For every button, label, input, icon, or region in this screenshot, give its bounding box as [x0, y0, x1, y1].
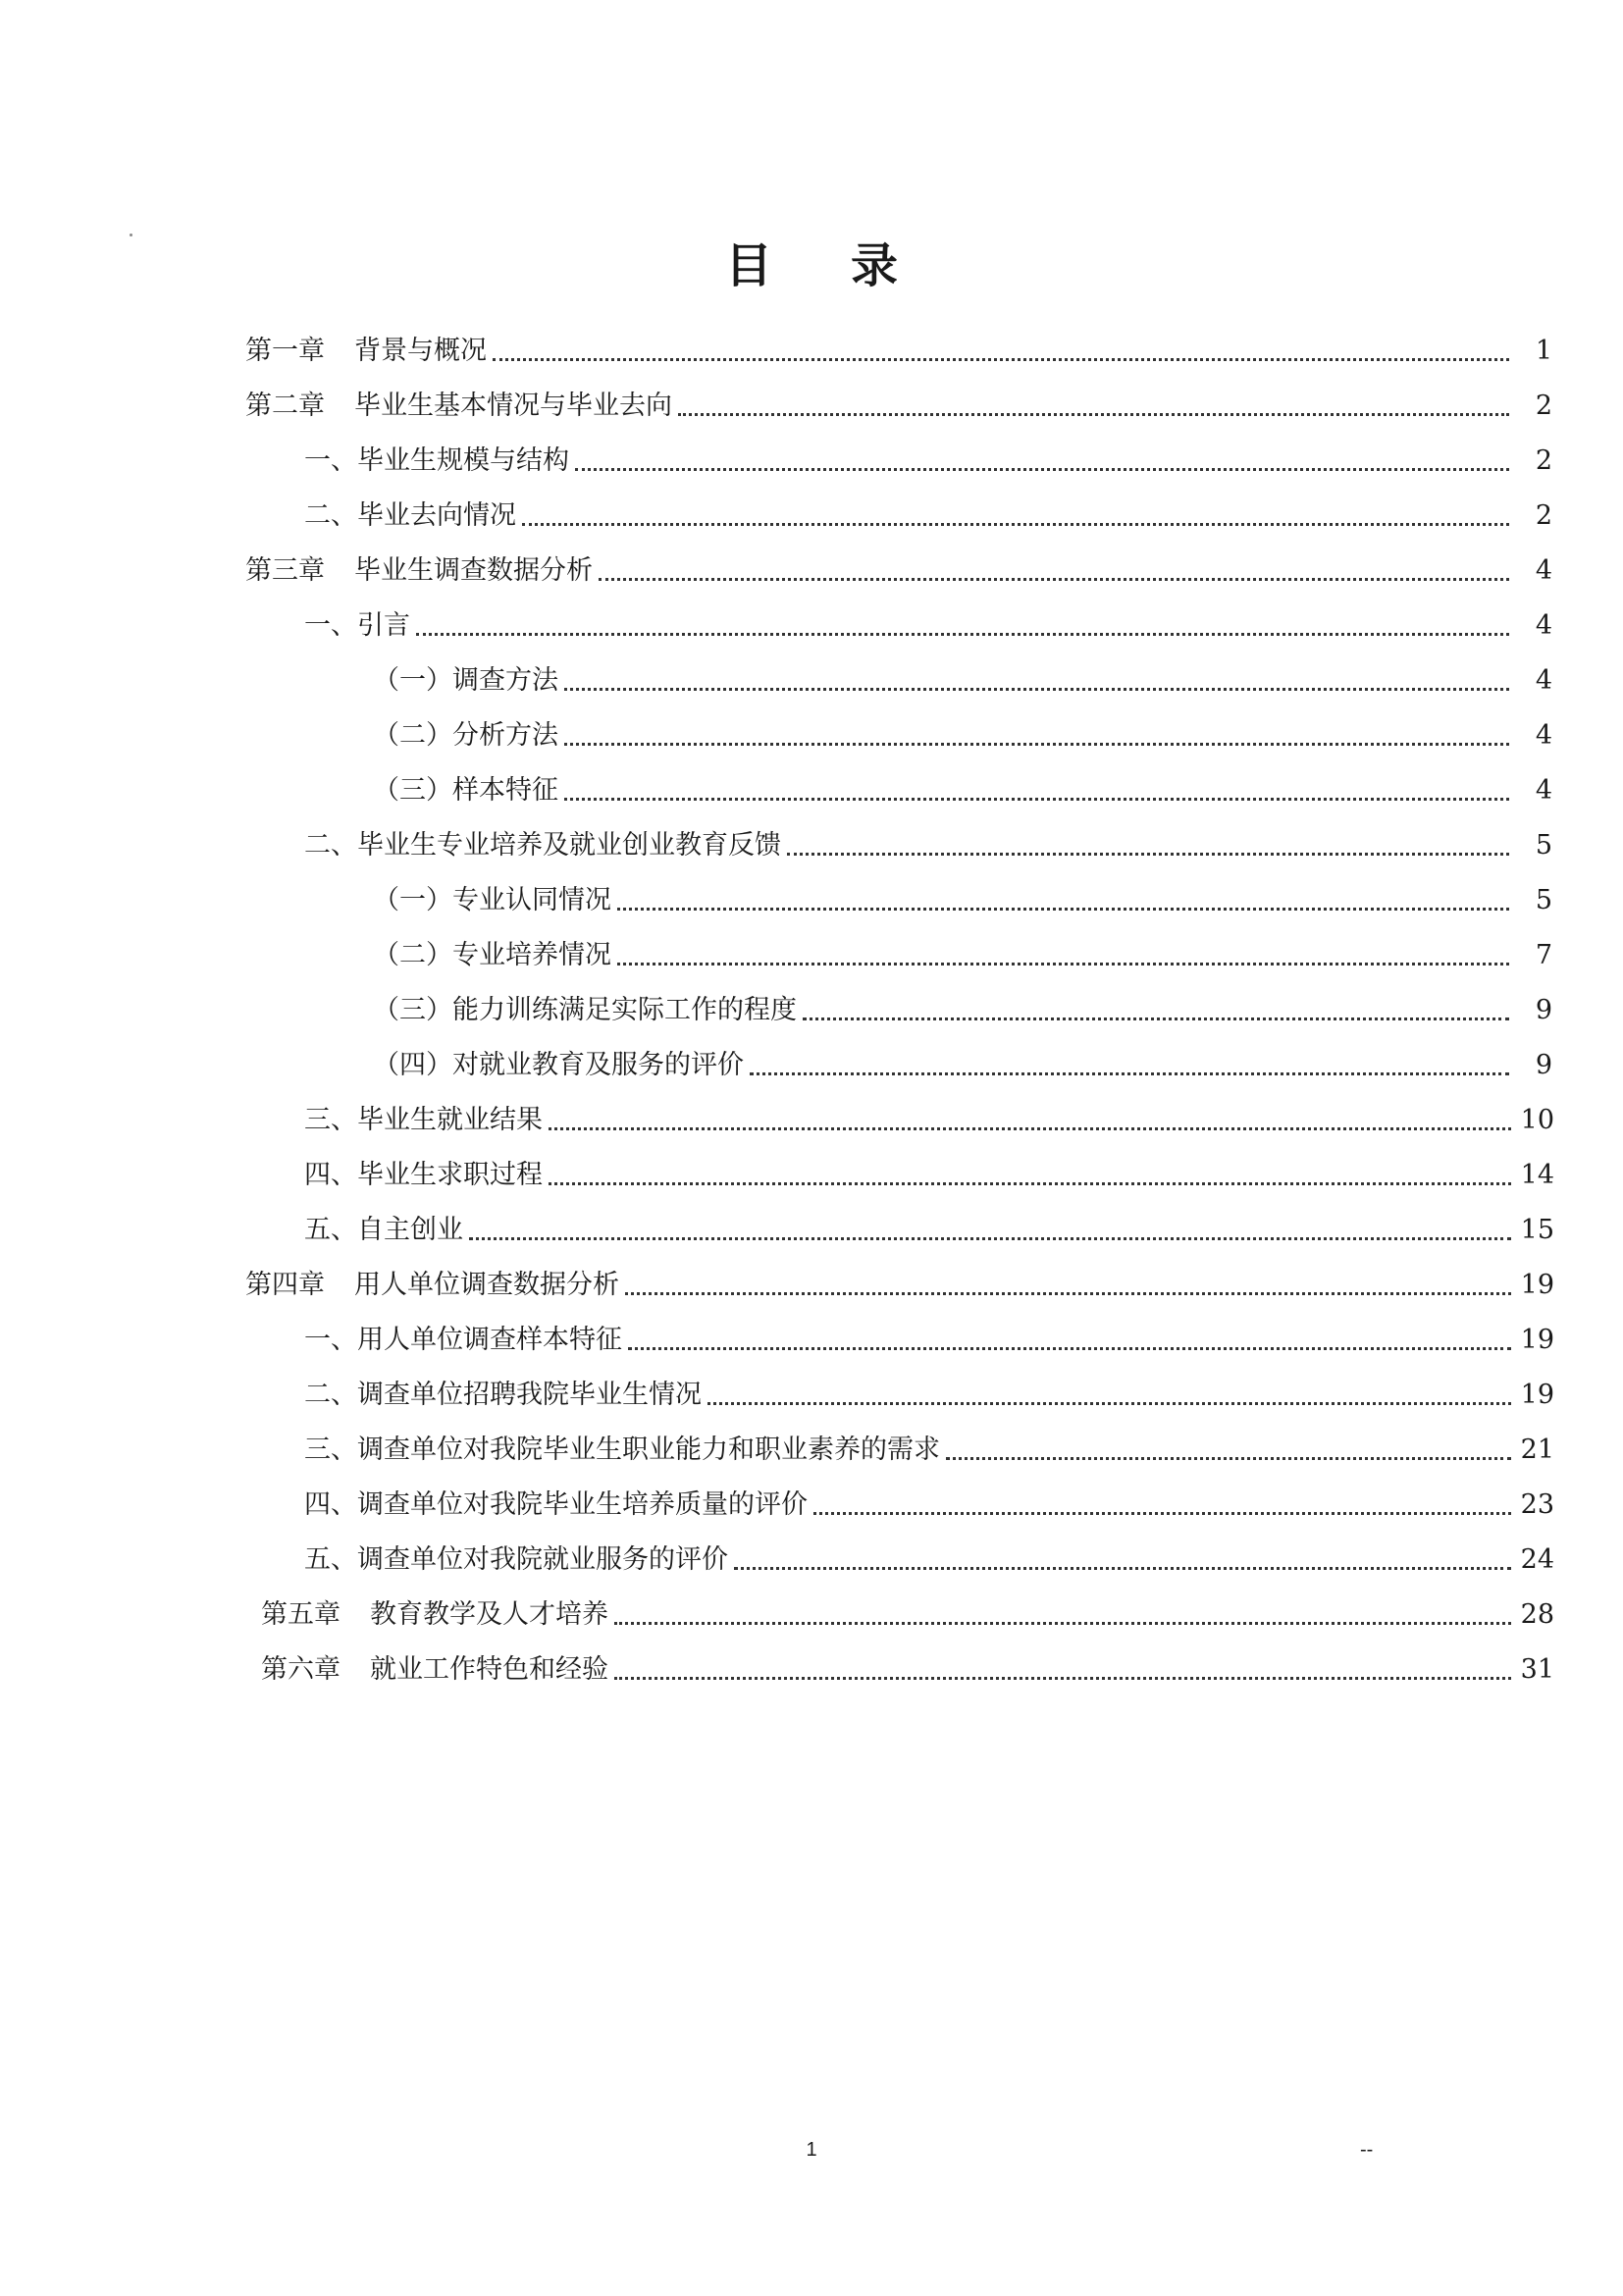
toc-dot-leader: [614, 1622, 1511, 1625]
toc-dot-leader: [493, 358, 1509, 361]
toc-entry-text: 用人单位调查数据分析: [354, 1270, 619, 1300]
toc-entry-label: [261, 1595, 608, 1635]
toc-dot-leader: [946, 1457, 1511, 1460]
toc-page-number: 23: [1520, 1489, 1554, 1520]
toc-entry[interactable]: [373, 991, 1552, 1030]
toc-entry-label: [373, 991, 797, 1030]
toc-entry-label: [261, 1650, 608, 1690]
toc-entry[interactable]: [304, 1321, 1554, 1360]
toc-dot-leader: [787, 853, 1509, 856]
toc-entry[interactable]: [304, 1156, 1554, 1195]
toc-dot-leader: [564, 798, 1509, 801]
toc-entry-label: [373, 771, 558, 810]
toc-chapter-number: 第五章: [261, 1599, 340, 1630]
toc-entry[interactable]: [304, 442, 1552, 481]
toc-page-number: 9: [1535, 1050, 1552, 1080]
toc-page-number: 2: [1535, 500, 1552, 531]
toc-page-number: 5: [1535, 885, 1552, 915]
toc-dot-leader: [575, 468, 1509, 471]
toc-entry[interactable]: [245, 387, 1552, 426]
toc-entry[interactable]: [304, 826, 1552, 865]
toc-dot-leader: [628, 1347, 1511, 1350]
toc-entry-label: [304, 496, 516, 536]
toc-entry-text: 五、自主创业: [304, 1215, 463, 1245]
toc-entry-label: [304, 606, 410, 646]
toc-chapter-number: 第四章: [245, 1270, 325, 1300]
toc-page-number: 19: [1520, 1270, 1554, 1300]
toc-page-number: 4: [1535, 555, 1552, 586]
toc-entry-text: 三、调查单位对我院毕业生职业能力和职业素养的需求: [304, 1435, 940, 1465]
toc-dot-leader: [750, 1072, 1509, 1075]
toc-dot-leader: [416, 633, 1509, 636]
toc-entry-text: 毕业生调查数据分析: [354, 555, 593, 586]
toc-page-number: 9: [1535, 995, 1552, 1025]
toc-dot-leader: [549, 1127, 1511, 1130]
toc-page-number: 19: [1520, 1380, 1554, 1410]
toc-entry[interactable]: [304, 1211, 1554, 1250]
toc-entry-text: （一）专业认同情况: [373, 885, 611, 915]
toc-entry[interactable]: [304, 1540, 1554, 1580]
toc-page-number: 2: [1535, 391, 1552, 421]
toc-entry-text: 四、调查单位对我院毕业生培养质量的评价: [304, 1489, 808, 1520]
toc-entry-label: [304, 1101, 543, 1140]
toc-entry-label: [373, 716, 558, 756]
toc-entry[interactable]: [245, 551, 1552, 591]
footer-mark: --: [1360, 2139, 1374, 2161]
toc-entry-text: 就业工作特色和经验: [370, 1654, 608, 1685]
toc-entry-label: [373, 661, 558, 701]
toc-entry-label: [373, 936, 611, 975]
toc-page-number: 7: [1535, 940, 1552, 970]
toc-chapter-number: 第六章: [261, 1654, 340, 1685]
toc-entry-label: [304, 826, 781, 865]
toc-entry-text: （三）样本特征: [373, 775, 558, 806]
toc-chapter-number: 第三章: [245, 555, 325, 586]
toc-dot-leader: [813, 1512, 1511, 1515]
toc-page-number: 4: [1535, 665, 1552, 696]
toc-page-number: 2: [1535, 445, 1552, 476]
toc-entry[interactable]: [373, 771, 1552, 810]
toc-entry-label: [373, 881, 611, 920]
toc-entry-label: [304, 1211, 463, 1250]
toc-entry-text: 教育教学及人才培养: [370, 1599, 608, 1630]
toc-dot-leader: [599, 578, 1509, 581]
toc-entry-text: 二、毕业生专业培养及就业创业教育反馈: [304, 830, 781, 861]
toc-entry-label: [373, 1046, 744, 1085]
toc-entry-text: 四、毕业生求职过程: [304, 1160, 543, 1190]
toc-dot-leader: [734, 1567, 1511, 1570]
toc-entry[interactable]: [261, 1595, 1554, 1635]
toc-entry-text: 五、调查单位对我院就业服务的评价: [304, 1544, 728, 1575]
toc-entry-text: 二、毕业去向情况: [304, 500, 516, 531]
toc-dot-leader: [549, 1182, 1511, 1185]
toc-entry-label: [245, 332, 487, 371]
toc-entry-text: （四）对就业教育及服务的评价: [373, 1050, 744, 1080]
toc-entry[interactable]: [373, 881, 1552, 920]
toc-entry[interactable]: [304, 496, 1552, 536]
toc-page-number: 4: [1535, 775, 1552, 806]
toc-dot-leader: [707, 1402, 1511, 1405]
toc-entry-text: 一、引言: [304, 610, 410, 641]
toc-entry[interactable]: [373, 661, 1552, 701]
toc-entry-label: [245, 1266, 619, 1305]
toc-page-number: 21: [1520, 1435, 1554, 1465]
toc-entry-label: [245, 387, 672, 426]
toc-page-number: 14: [1520, 1160, 1554, 1190]
toc-page-number: 10: [1520, 1105, 1554, 1135]
toc-entry[interactable]: [304, 1376, 1554, 1415]
toc-entry[interactable]: [373, 1046, 1552, 1085]
toc-entry-label: [304, 1156, 543, 1195]
toc-entry-text: 背景与概况: [354, 336, 487, 366]
toc-chapter-number: 第二章: [245, 391, 325, 421]
toc-page-number: 5: [1535, 830, 1552, 861]
toc-entry[interactable]: [245, 332, 1552, 371]
toc-dot-leader: [617, 908, 1509, 911]
title-char-1: 目: [724, 238, 772, 293]
toc-entry-text: 二、调查单位招聘我院毕业生情况: [304, 1380, 702, 1410]
toc-entry-label: [304, 1376, 702, 1415]
toc-entry-label: [304, 1486, 808, 1525]
footer-page-number: 1: [806, 2139, 817, 2161]
toc-page-number: 28: [1520, 1599, 1554, 1630]
toc-dot-leader: [617, 963, 1509, 965]
toc-entry-label: [304, 1321, 622, 1360]
toc-entry[interactable]: [304, 1431, 1554, 1470]
toc-entry-text: （一）调查方法: [373, 665, 558, 696]
toc-entry[interactable]: [245, 1266, 1554, 1305]
toc-entry-label: [304, 1431, 940, 1470]
toc-page-number: 19: [1520, 1325, 1554, 1355]
toc-dot-leader: [469, 1237, 1511, 1240]
toc-entry[interactable]: [304, 606, 1552, 646]
toc-entry-text: 一、毕业生规模与结构: [304, 445, 569, 476]
toc-page-number: 1: [1535, 336, 1552, 366]
toc-entry-text: 三、毕业生就业结果: [304, 1105, 543, 1135]
toc-entry-text: （二）专业培养情况: [373, 940, 611, 970]
toc-entry[interactable]: [373, 716, 1552, 756]
toc-page-number: 24: [1520, 1544, 1554, 1575]
toc-entry-text: （三）能力训练满足实际工作的程度: [373, 995, 797, 1025]
toc-entry-text: 毕业生基本情况与毕业去向: [354, 391, 672, 421]
toc-dot-leader: [614, 1677, 1511, 1680]
title-char-2: 录: [851, 238, 899, 293]
toc-page-number: 15: [1520, 1215, 1554, 1245]
toc-dot-leader: [564, 688, 1509, 691]
toc-entry-label: [304, 442, 569, 481]
toc-page-number: 4: [1535, 610, 1552, 641]
toc-entry[interactable]: [261, 1650, 1554, 1690]
toc-page-number: 31: [1520, 1654, 1554, 1685]
toc-page-number: 4: [1535, 720, 1552, 751]
toc-entry-text: （二）分析方法: [373, 720, 558, 751]
toc-entry-label: [245, 551, 593, 591]
toc-entry-label: [304, 1540, 728, 1580]
toc-entry[interactable]: [304, 1101, 1554, 1140]
toc-dot-leader: [803, 1018, 1509, 1020]
toc-dot-leader: [564, 743, 1509, 746]
toc-dot-leader: [625, 1292, 1511, 1295]
toc-entry-text: 一、用人单位调查样本特征: [304, 1325, 622, 1355]
toc-entry[interactable]: [373, 936, 1552, 975]
page-title: [0, 228, 1623, 295]
toc-chapter-number: 第一章: [245, 336, 325, 366]
toc-entry[interactable]: [304, 1486, 1554, 1525]
toc-dot-leader: [678, 413, 1509, 416]
toc-dot-leader: [522, 523, 1509, 526]
